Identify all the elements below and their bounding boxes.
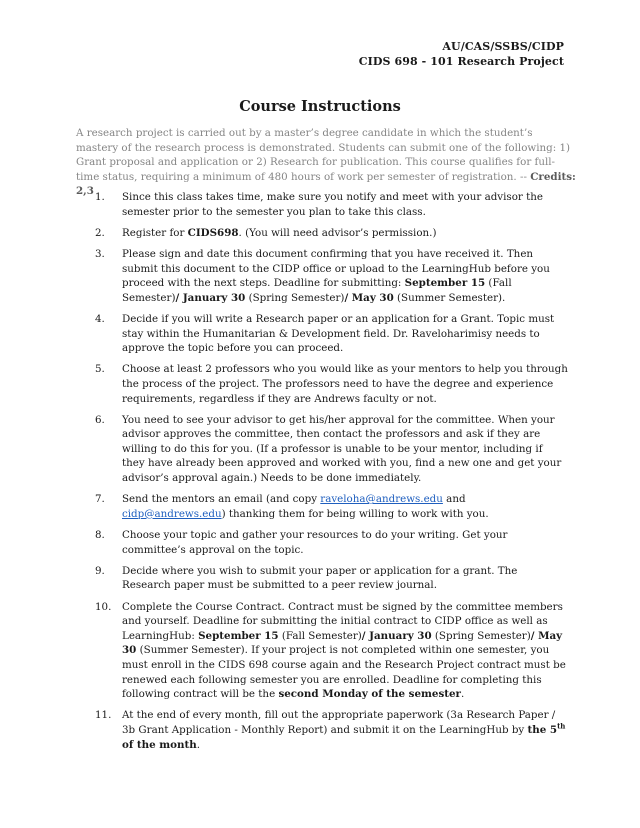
item-text: Choose your topic and gather your resources to do your writing. Get your committee’s approval on the topic.	[122, 529, 508, 556]
item-number: 7.	[95, 493, 105, 506]
item-text: Register for	[122, 226, 188, 239]
item-text: Choose at least 2 professors who you would like as your mentors to help you through the process of the project. The professors need to have the degree and experience requirements, regardless if they are Andrews faculty or not.	[122, 363, 568, 405]
renewal-deadline: second Monday of the semester	[278, 688, 461, 701]
item-text: (Fall Semester)	[122, 277, 512, 304]
intro-paragraph	[76, 126, 576, 199]
item-text: (Spring Semester)	[245, 291, 345, 304]
item-text: At the end of every month, fill out the appropriate paperwork (3a Research Paper / 3b Grant Application - Monthly Report) and submit it on the LearningHub by	[122, 709, 556, 736]
item-text: Since this class takes time, make sure you notify and meet with your advisor the semester prior to the semester you plan to take this class.	[122, 191, 543, 218]
list-item-8	[0, 528, 568, 557]
item-text: ) thanking them for being willing to work with you.	[221, 507, 489, 520]
item-number: 10.	[95, 600, 112, 613]
list-item-11	[0, 708, 568, 752]
item-text: .	[196, 738, 201, 751]
item-number: 2.	[95, 226, 105, 239]
credits-label: Credits: 2,3	[76, 170, 576, 198]
page-title: Course Instructions	[239, 98, 401, 115]
deadline-fall: September 15	[404, 277, 486, 290]
item-number: 1.	[95, 191, 105, 203]
item-text: Please sign and date this document confirming that you have received it. Then submit this document to the CIDP office or upload to the LearningHub before you proceed with the next steps. Deadline for submitting:	[122, 247, 550, 290]
deadline-unit: of the month	[122, 738, 197, 751]
item-text: Send the mentors an email (and copy	[122, 493, 321, 506]
item-number: 6.	[95, 413, 105, 426]
list-item-9	[0, 564, 568, 593]
email-link-cidp[interactable]: cidp@andrews.edu	[122, 507, 222, 520]
email-link-raveloha[interactable]: raveloha@andrews.edu	[320, 493, 443, 506]
list-item-10	[0, 600, 568, 702]
item-text: . (You will need advisor’s permission.)	[238, 226, 437, 239]
header-line-2: CIDS 698 - 101 Research Project	[358, 55, 564, 68]
item-text: and	[442, 493, 466, 506]
item-text: Decide where you wish to submit your paper or application for a grant. The Research paper must be submitted to a peer review journal.	[122, 564, 518, 592]
item-text: (Spring Semester)	[431, 629, 531, 642]
item-number: 11.	[95, 709, 112, 722]
item-text: Complete the Course Contract. Contract must be signed by the committee members and yourself. Deadline for submitting the initial contract to CIDP office as well as LearningHub:	[122, 600, 563, 642]
deadline-fall: September 15	[198, 629, 279, 642]
list-item-7	[0, 492, 568, 521]
item-bold: CIDS698	[187, 226, 239, 239]
deadline-day: the 5	[527, 723, 558, 736]
item-number: 4.	[95, 312, 105, 325]
list-item-3	[0, 247, 568, 305]
list-item-4	[0, 312, 568, 356]
item-text: .	[460, 688, 465, 701]
deadline-summer: / May 30	[122, 629, 563, 657]
list-item-6	[0, 413, 568, 486]
item-text: (Fall Semester)	[278, 629, 362, 642]
item-text: You need to see your advisor to get his/her approval for the committee. When your advisor approves the committee, then contact the professors and ask if they are willing to do this for you. (If a professor is unable to be your mentor, including if they have already been approved and worked with you, find a new one and get your advisor’s approval again.) Needs to be done immediately.	[122, 413, 562, 485]
item-number: 3.	[95, 247, 105, 260]
deadline-spring: / January 30	[175, 291, 246, 304]
deadline-summer: / May 30	[344, 291, 394, 304]
list-item-5	[0, 362, 568, 406]
item-number: 9.	[95, 564, 105, 577]
instructions-list	[0, 190, 640, 759]
item-text: Decide if you will write a Research paper or an application for a Grant. Topic must stay within the Humanitarian & Development field. Dr. Raveloharimisy needs to approve the topic before you can proceed.	[122, 312, 555, 355]
list-item-2	[0, 226, 568, 241]
intro-text: A research project is carried out by a master’s degree candidate in which the student’s mastery of the research process is demonstrated. Students can submit one of the following: 1) Grant proposal and application or 2) Research for publication. This course qualifies for full-time status, requiring a minimum of 480 hours of work per semester of registration. --	[76, 127, 571, 183]
item-number: 5.	[95, 363, 105, 376]
item-number: 8.	[95, 529, 105, 542]
item-text: (Summer Semester).	[393, 291, 506, 304]
deadline-spring: / January 30	[361, 629, 432, 642]
list-item-1	[0, 190, 568, 219]
item-text: (Summer Semester). If your project is not completed within one semester, you must enroll in the CIDS 698 course again and the Research Project contract must be renewed each following semester you are enrolled. Deadline for completing this following contract will be the	[122, 644, 566, 701]
ordinal-suffix: th	[557, 721, 566, 731]
header-line-1: AU/CAS/SSBS/CIDP	[442, 40, 564, 53]
